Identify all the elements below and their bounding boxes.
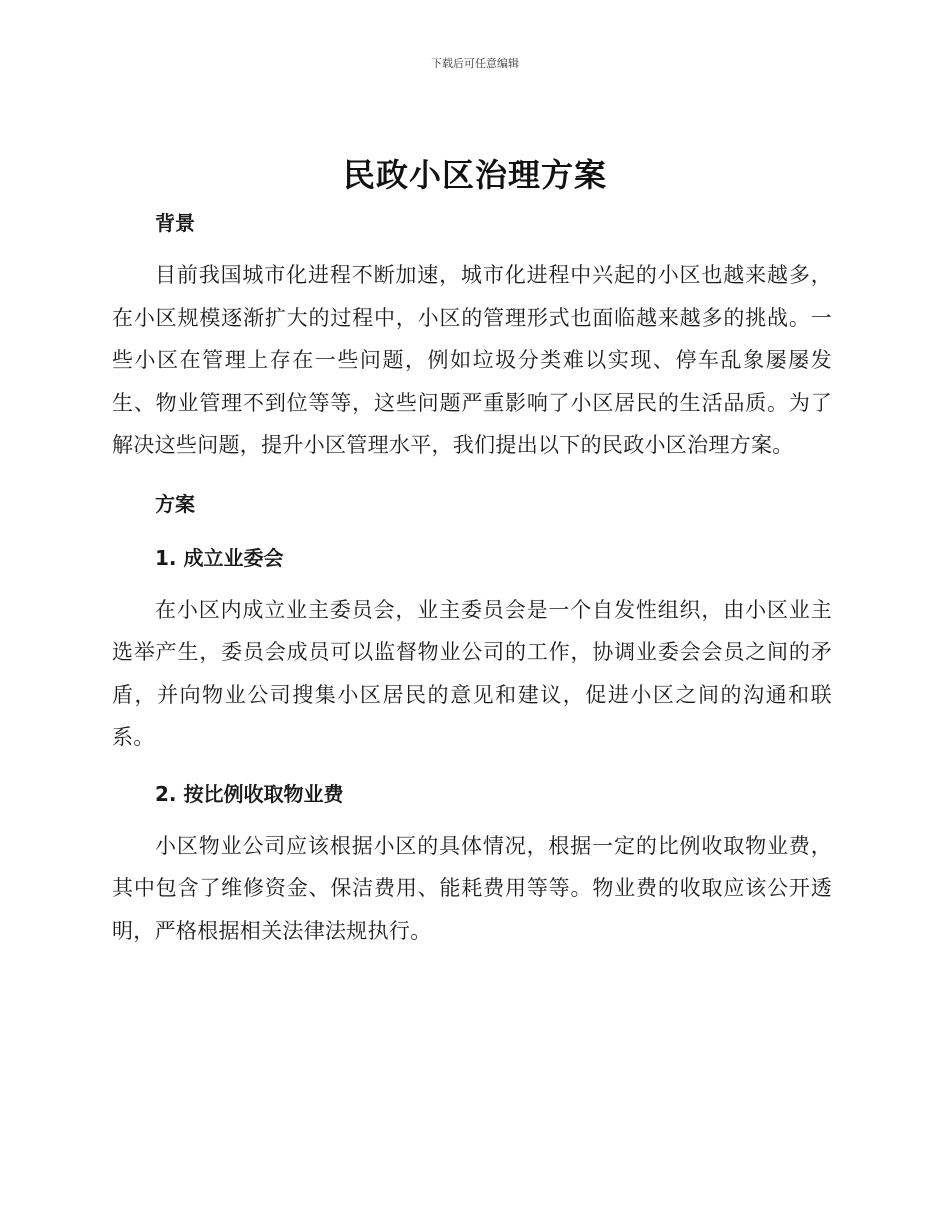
plan-item-heading-2: 2. 按比例收取物业费: [155, 781, 344, 806]
plan-item-heading-1: 1. 成立业委会: [155, 545, 284, 570]
background-paragraph: 目前我国城市化进程不断加速，城市化进程中兴起的小区也越来越多，在小区规模逐渐扩大的过程中，小区的管理形式也面临越来越多的挑战。一些小区在管理上存在一些问题，例如垃圾分类难以实现、停车乱象屡屡发生、物业管理不到位等等，这些问题严重影响了小区居民的生活品质。为了解决这些问题，提升小区管理水平，我们提出以下的民政小区治理方案。: [112, 263, 832, 457]
section-heading-plan: 方案: [155, 491, 195, 516]
plan-item-paragraph-2: 小区物业公司应该根据小区的具体情况，根据一定的比例收取物业费，其中包含了维修资金、保洁费用、能耗费用等等。物业费的收取应该公开透明，严格根据相关法律法规执行。: [112, 833, 832, 943]
document-body: [112, 200, 832, 952]
plan-item-paragraph-1: 在小区内成立业主委员会，业主委员会是一个自发性组织，由小区业主选举产生，委员会成员可以监督物业公司的工作，协调业委会会员之间的矛盾，并向物业公司搜集小区居民的意见和建议，促进小区之间的沟通和联系。: [112, 597, 832, 749]
header-note: 下载后可任意编辑: [431, 57, 519, 70]
section-heading-background: 背景: [155, 211, 195, 235]
document-title: 民政小区治理方案: [342, 156, 607, 194]
